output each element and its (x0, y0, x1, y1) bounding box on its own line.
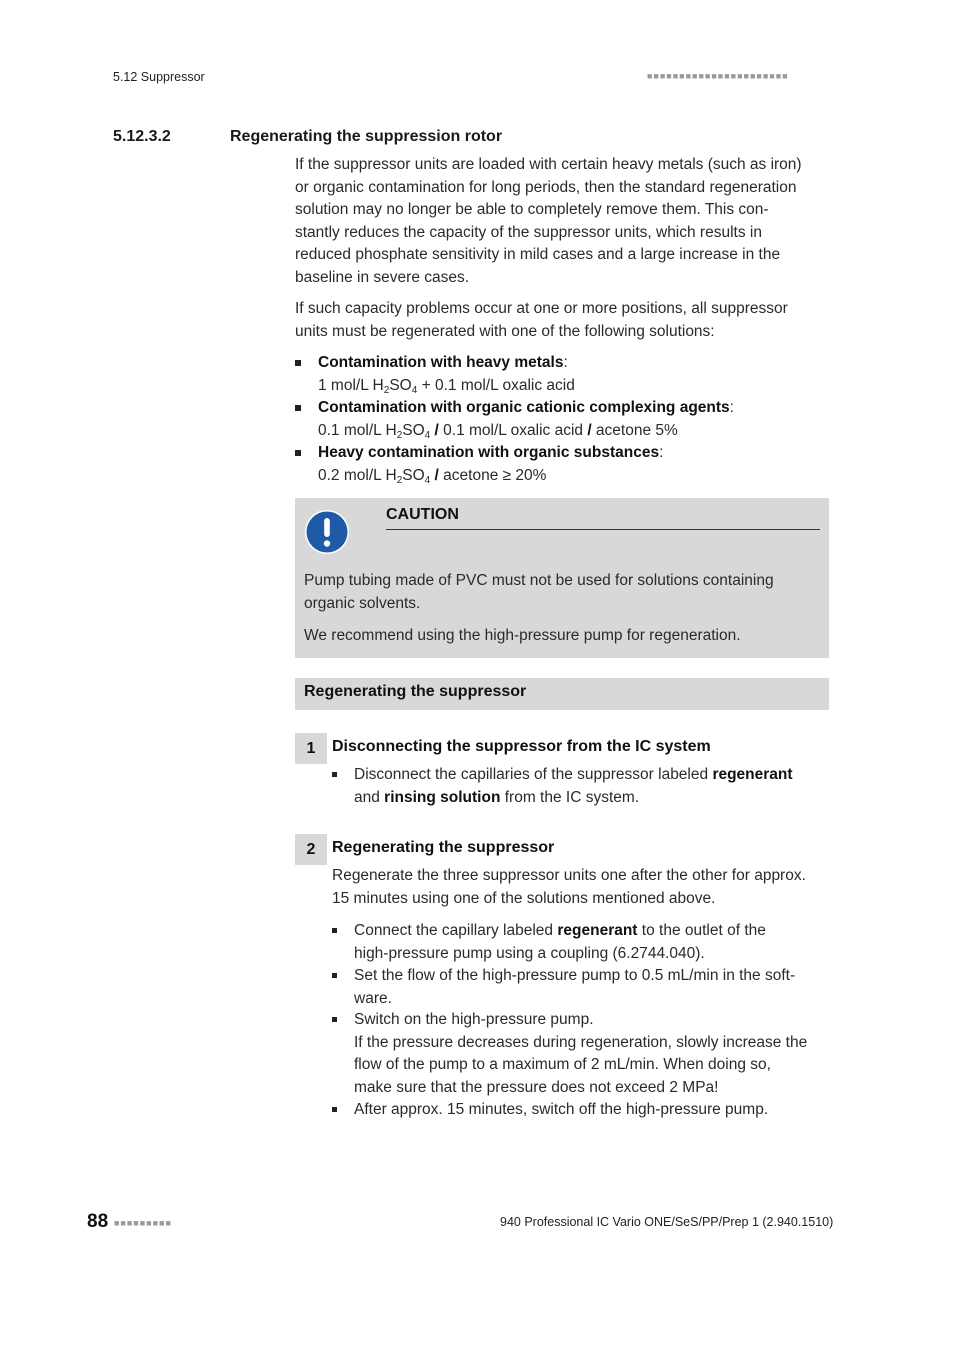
step-2-bullet-4: After approx. 15 minutes, switch off the high-pressure pump. (332, 1099, 832, 1122)
bullet-square-icon (332, 1107, 337, 1112)
footer-dots: ■■■■■■■■■ (114, 1218, 172, 1228)
text-line: baseline in severe cases. (295, 268, 470, 286)
caution-title: CAUTION (386, 506, 459, 523)
text-line: solution may no longer be able to completely remove them. This con- (295, 201, 769, 218)
bullet-square-icon (332, 1017, 337, 1022)
running-header-section: 5.12 Suppressor (113, 70, 205, 84)
step-2-bullet-3: Switch on the high-pressure pump. If the pressure decreases during regeneration, slowly increase the flow of the pump to a maximum of 2 mL/min. When doing so, make sure that the pressure does not exceed 2 MPa! (332, 1009, 832, 1099)
text-line: or organic contamination for long periods, then the standard regeneration (295, 178, 797, 196)
colon: : (729, 399, 734, 416)
solution-formula: 0.1 mol/L $H_2SO_4 / 0.1$ mol/L oxalic acid / acetone 5% (318, 421, 678, 441)
text-line: Regenerate the three suppressor units one after the other for approx. (332, 867, 806, 884)
solution-label: Heavy contamination with organic substances (318, 444, 660, 461)
step-number-1: 1 (295, 733, 327, 764)
text-line: organic solvents. (304, 594, 421, 612)
bullet-square-icon (295, 450, 301, 456)
step-title-2: Regenerating the suppressor (332, 839, 555, 856)
procedure-title: Regenerating the suppressor (304, 683, 527, 700)
step-1-bullet: Disconnect the capillaries of the suppressor labeled regenerant and rinsing solution from the IC system. (332, 764, 832, 809)
step-title-1: Disconnecting the suppressor from the IC system (332, 738, 711, 755)
step-2-bullet-2: Set the flow of the high-pressure pump to 0.5 mL/min in the soft- ware. (332, 965, 832, 1010)
section-number: 5.12.3.2 (113, 128, 171, 145)
bullet-square-icon (332, 772, 337, 777)
colon: : (563, 354, 568, 371)
colon: : (659, 444, 664, 461)
text-line: reduced phosphate sensitivity in mild cases and a large increase in the (295, 246, 781, 263)
solution-label: Contamination with organic cationic complexing agents (318, 399, 730, 416)
step-2-text (332, 865, 832, 910)
text-line: 15 minutes using one of the solutions mentioned above. (332, 889, 716, 907)
footer-product: 940 Professional IC Vario ONE/SeS/PP/Prep 1 (2.940.1510) (500, 1215, 834, 1229)
text-line: stantly reduces the capacity of the suppressor units, which results in (295, 223, 762, 241)
caution-divider (386, 529, 820, 530)
bullet-square-icon (332, 973, 337, 978)
solution-item-organic-substances (295, 442, 835, 487)
section-title: Regenerating the suppression rotor (230, 128, 503, 145)
text-line: If the suppressor units are loaded with certain heavy metals (such as iron) (295, 156, 802, 173)
bullet-square-icon (295, 360, 301, 366)
intro-paragraph-1 (295, 154, 835, 289)
running-header-dots: ■■■■■■■■■■■■■■■■■■■■■■ (647, 71, 789, 81)
bullet-square-icon (295, 405, 301, 411)
step-2-bullet-1: Connect the capillary labeled regenerant to the outlet of the high-pressure pump using a coupling (6.2744.040). (332, 920, 832, 965)
solution-formula: 0.2 mol/L $H_2SO_4$ / acetone ≥ 20% (318, 466, 547, 486)
text-line: If such capacity problems occur at one or more positions, all suppressor (295, 300, 788, 317)
step-number-2: 2 (295, 834, 327, 865)
caution-paragraph-1 (304, 570, 824, 615)
solution-item-heavy-metals (295, 352, 835, 397)
solution-label: Contamination with heavy metals (318, 354, 564, 371)
text-line: Pump tubing made of PVC must not be used for solutions containing (304, 572, 774, 589)
solution-formula: 1 mol/L $H_2SO_4 + 0.1$ mol/L oxalic acid (318, 376, 575, 396)
bullet-square-icon (332, 928, 337, 933)
page-number: 88 (87, 1211, 109, 1232)
text-line: units must be regenerated with one of the following solutions: (295, 322, 715, 340)
caution-paragraph-2: We recommend using the high-pressure pump for regeneration. (304, 627, 741, 644)
caution-box (295, 498, 829, 658)
intro-paragraph-2 (295, 298, 835, 343)
exclamation-icon (304, 509, 350, 555)
procedure-banner (295, 678, 829, 710)
solution-item-organic-cationic (295, 397, 835, 442)
